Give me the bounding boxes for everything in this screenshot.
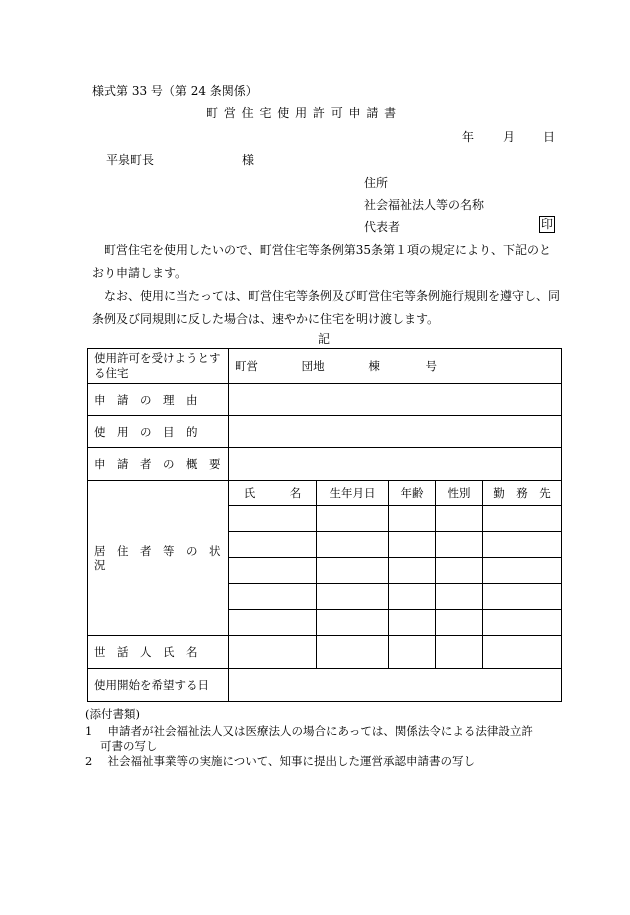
resident-sex-cell[interactable]: [436, 584, 483, 610]
caretaker-label: 世 話 人 氏 名: [88, 636, 229, 669]
resident-workplace-cell[interactable]: [483, 584, 562, 610]
housing-field[interactable]: [229, 349, 562, 384]
caretaker-sex-cell[interactable]: [436, 636, 483, 669]
housing-complex: 団地: [301, 359, 325, 373]
housing-building: 棟: [368, 359, 380, 373]
addressee: 平泉町長: [106, 153, 155, 167]
date-month-label: 月: [503, 130, 516, 144]
resident-name-cell[interactable]: [229, 610, 317, 636]
summary-label: 申 請 者 の 概 要: [88, 448, 229, 481]
addressee-honorific: 様: [242, 153, 255, 167]
row-summary: [88, 448, 562, 481]
col-birthdate: 生年月日: [317, 481, 389, 506]
resident-name-cell[interactable]: [229, 584, 317, 610]
caretaker-age-cell[interactable]: [389, 636, 436, 669]
housing-number: 号: [425, 359, 437, 373]
attachment-item-1: 1 申請者が社会福祉法人又は医療法人の場合にあっては、関係法令による法律設立許: [85, 724, 533, 738]
col-name: 氏 名: [229, 481, 317, 506]
resident-workplace-cell[interactable]: [483, 610, 562, 636]
attachment-item-2: 2 社会福祉事業等の実施について、知事に提出した運営承認申請書の写し: [85, 754, 476, 768]
resident-age-cell[interactable]: [389, 558, 436, 584]
organization-name-label: 社会福祉法人等の名称: [364, 198, 485, 212]
purpose-label: 使 用 の 目 的: [88, 416, 229, 448]
resident-birthdate-cell[interactable]: [317, 558, 389, 584]
housing-town: 町営: [235, 359, 258, 373]
resident-workplace-cell[interactable]: [483, 558, 562, 584]
date-year-label: 年: [462, 130, 475, 144]
request-paragraph: 町営住宅を使用したいので、町営住宅等条例第35条第１項の規定により、下記のとおり申請します。: [92, 243, 552, 280]
row-housing: [88, 349, 562, 384]
ki-marker: 記: [318, 332, 331, 346]
resident-age-cell[interactable]: [389, 506, 436, 532]
resident-workplace-cell[interactable]: [483, 506, 562, 532]
reason-field[interactable]: [229, 384, 562, 416]
reason-label: 申 請 の 理 由: [88, 384, 229, 416]
housing-label: 使用許可を受けようとする住宅: [88, 349, 229, 384]
representative-label: 代表者: [364, 220, 401, 234]
row-reason: [88, 384, 562, 416]
caretaker-birthdate-cell[interactable]: [317, 636, 389, 669]
date-day-label: 日: [543, 130, 556, 144]
resident-birthdate-cell[interactable]: [317, 532, 389, 558]
resident-name-cell[interactable]: [229, 506, 317, 532]
resident-age-cell[interactable]: [389, 584, 436, 610]
purpose-field[interactable]: [229, 416, 562, 448]
col-sex: 性別: [436, 481, 483, 506]
resident-sex-cell[interactable]: [436, 506, 483, 532]
col-workplace: 勤 務 先: [483, 481, 562, 506]
seal-text: 印: [541, 217, 554, 231]
attachment-item-1-continued: 可書の写し: [100, 739, 158, 753]
col-age: 年齢: [389, 481, 436, 506]
resident-name-cell[interactable]: [229, 532, 317, 558]
compliance-paragraph: なお、使用に当たっては、町営住宅等条例及び町営住宅等条例施行規則を遵守し、同条例及び同規則に反した場合は、速やかに住宅を明け渡します。: [92, 289, 561, 326]
seal-mark: [539, 216, 555, 233]
resident-birthdate-cell[interactable]: [317, 506, 389, 532]
attachments-heading: (添付書類): [85, 707, 140, 721]
summary-field[interactable]: [229, 448, 562, 481]
caretaker-workplace-cell[interactable]: [483, 636, 562, 669]
row-purpose: [88, 416, 562, 448]
start-date-label: 使用開始を希望する日: [88, 669, 229, 702]
resident-birthdate-cell[interactable]: [317, 584, 389, 610]
resident-sex-cell[interactable]: [436, 558, 483, 584]
row-caretaker: [88, 636, 562, 669]
address-label: 住所: [364, 176, 389, 190]
row-start-date: [88, 669, 562, 702]
residents-label: 居 住 者 等 の 状 況: [88, 481, 229, 636]
resident-age-cell[interactable]: [389, 610, 436, 636]
page-title: 町 営 住 宅 使 用 許 可 申 請 書: [206, 106, 397, 120]
resident-sex-cell[interactable]: [436, 532, 483, 558]
residents-header-row: [88, 481, 562, 506]
form-number: 様式第 33 号（第 24 条関係）: [92, 84, 258, 98]
resident-workplace-cell[interactable]: [483, 532, 562, 558]
resident-sex-cell[interactable]: [436, 610, 483, 636]
resident-age-cell[interactable]: [389, 532, 436, 558]
resident-name-cell[interactable]: [229, 558, 317, 584]
start-date-field[interactable]: [229, 669, 562, 702]
application-table: [87, 348, 562, 702]
caretaker-name-cell[interactable]: [229, 636, 317, 669]
resident-birthdate-cell[interactable]: [317, 610, 389, 636]
